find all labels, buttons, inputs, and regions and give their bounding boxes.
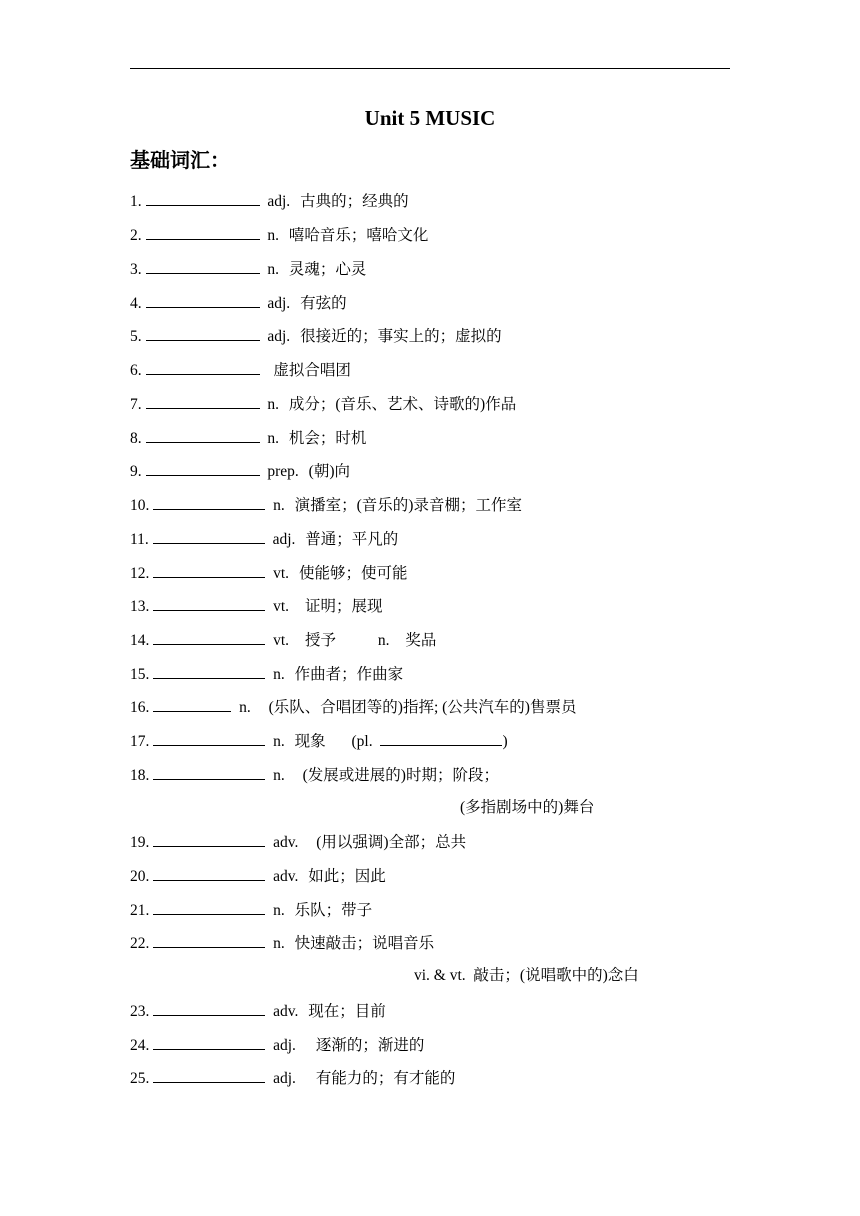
answer-blank[interactable] bbox=[153, 762, 265, 780]
item-number: 21. bbox=[130, 902, 150, 919]
definition: 授予 bbox=[304, 632, 336, 649]
item-number: 7. bbox=[130, 396, 142, 413]
definition: (朝)向 bbox=[308, 463, 350, 480]
definition: 嘻哈音乐；嘻哈文化 bbox=[288, 227, 429, 244]
part-of-speech: n. bbox=[273, 666, 285, 683]
part-of-speech: n. bbox=[273, 733, 285, 750]
item-number: 24. bbox=[130, 1037, 150, 1054]
vocab-item-18-continuation: (多指剧场中的)舞台 bbox=[460, 799, 595, 816]
definition: 如此；因此 bbox=[308, 868, 386, 885]
vocab-item-5 bbox=[130, 323, 502, 347]
definition: 逐渐的；渐进的 bbox=[315, 1037, 425, 1054]
plural-close: ) bbox=[502, 733, 508, 750]
definition: 成分；(音乐、艺术、诗歌的)作品 bbox=[288, 396, 517, 413]
item-number: 23. bbox=[130, 1003, 150, 1020]
vocab-item-22-continuation: vi. & vt. 敲击；(说唱歌中的)念白 bbox=[414, 967, 639, 984]
part-of-speech: n. bbox=[273, 902, 285, 919]
part-of-speech: vt. bbox=[273, 632, 290, 649]
definition: 普通；平凡的 bbox=[305, 531, 399, 548]
definition: 作曲者；作曲家 bbox=[294, 666, 404, 683]
answer-blank[interactable] bbox=[153, 728, 265, 746]
vocab-item-15 bbox=[130, 661, 403, 685]
item-number: 11. bbox=[130, 531, 149, 548]
item-number: 3. bbox=[130, 261, 142, 278]
vocab-item-1 bbox=[130, 188, 409, 212]
item-number: 5. bbox=[130, 328, 142, 345]
answer-blank[interactable] bbox=[153, 627, 265, 645]
part-of-speech: n. bbox=[239, 699, 251, 716]
answer-blank[interactable] bbox=[146, 425, 260, 443]
answer-blank[interactable] bbox=[153, 897, 265, 915]
definition: 使能够；使可能 bbox=[298, 565, 408, 582]
item-number: 4. bbox=[130, 295, 142, 312]
part-of-speech-2: n. bbox=[377, 632, 390, 649]
vocab-item-24 bbox=[130, 1032, 424, 1056]
vocab-item-4 bbox=[130, 290, 347, 314]
answer-blank[interactable] bbox=[153, 593, 265, 611]
definition: 快速敲击；说唱音乐 bbox=[294, 935, 435, 952]
definition: (用以强调)全部；总共 bbox=[316, 834, 467, 851]
item-number: 2. bbox=[130, 227, 142, 244]
part-of-speech: adj. bbox=[267, 295, 291, 312]
answer-blank[interactable] bbox=[146, 290, 260, 308]
part-of-speech: adj. bbox=[267, 193, 291, 210]
part-of-speech: n. bbox=[267, 396, 279, 413]
answer-blank[interactable] bbox=[153, 492, 265, 510]
definition: 灵魂；心灵 bbox=[288, 261, 367, 278]
item-number: 19. bbox=[130, 834, 150, 851]
definition: 乐队；带子 bbox=[294, 902, 373, 919]
part-of-speech: adj. bbox=[272, 531, 296, 548]
part-of-speech: n. bbox=[267, 227, 279, 244]
vocab-item-2 bbox=[130, 222, 428, 246]
section-heading: 基础词汇： bbox=[130, 148, 230, 172]
item-number: 14. bbox=[130, 632, 150, 649]
part-of-speech: n. bbox=[273, 497, 285, 514]
item-number: 8. bbox=[130, 430, 142, 447]
part-of-speech: adj. bbox=[273, 1070, 296, 1087]
definition: 有能力的；有才能的 bbox=[315, 1070, 456, 1087]
vocab-item-17 bbox=[130, 728, 508, 752]
answer-blank[interactable] bbox=[146, 323, 260, 341]
plural-answer-blank[interactable] bbox=[380, 728, 502, 746]
answer-blank[interactable] bbox=[153, 526, 265, 544]
item-number: 15. bbox=[130, 666, 150, 683]
definition: (发展或进展的)时期；阶段； bbox=[302, 767, 499, 784]
vocab-item-25 bbox=[130, 1065, 455, 1089]
answer-blank[interactable] bbox=[146, 391, 260, 409]
definition: 有弦的 bbox=[300, 295, 347, 312]
header-rule bbox=[130, 68, 730, 69]
item-number: 12. bbox=[130, 565, 150, 582]
vocab-item-9 bbox=[130, 458, 350, 482]
part-of-speech: adj. bbox=[273, 1037, 296, 1054]
part-of-speech: n. bbox=[267, 430, 279, 447]
part-of-speech: adj. bbox=[267, 328, 291, 345]
definition: 虚拟合唱团 bbox=[273, 362, 351, 379]
definition: 证明；展现 bbox=[304, 598, 383, 615]
answer-blank[interactable] bbox=[153, 661, 265, 679]
part-of-speech: n. bbox=[273, 935, 285, 952]
part-of-speech: n. bbox=[273, 767, 285, 784]
vocab-item-7 bbox=[130, 391, 516, 415]
vocab-item-18 bbox=[130, 762, 499, 786]
answer-blank[interactable] bbox=[153, 998, 265, 1016]
answer-blank[interactable] bbox=[153, 1032, 265, 1050]
part-of-speech: adv. bbox=[273, 1003, 299, 1020]
vocab-item-13 bbox=[130, 593, 382, 617]
answer-blank[interactable] bbox=[146, 357, 260, 375]
vocab-item-11 bbox=[130, 526, 398, 550]
vocab-item-23 bbox=[130, 998, 386, 1022]
answer-blank[interactable] bbox=[153, 863, 265, 881]
vocab-item-22 bbox=[130, 930, 434, 954]
definition: 机会；时机 bbox=[288, 430, 367, 447]
answer-blank[interactable] bbox=[146, 256, 260, 274]
part-of-speech: adv. bbox=[273, 834, 299, 851]
answer-blank[interactable] bbox=[153, 930, 265, 948]
item-number: 25. bbox=[130, 1070, 150, 1087]
answer-blank[interactable] bbox=[146, 222, 260, 240]
vocab-item-3 bbox=[130, 256, 366, 280]
answer-blank[interactable] bbox=[153, 1065, 265, 1083]
vocab-item-20 bbox=[130, 863, 386, 887]
part-of-speech: adv. bbox=[273, 868, 299, 885]
vocab-item-10 bbox=[130, 492, 522, 516]
part-of-speech: n. bbox=[267, 261, 279, 278]
item-number: 20. bbox=[130, 868, 150, 885]
item-number: 1. bbox=[130, 193, 142, 210]
definition: (乐队、合唱团等的)指挥; (公共汽车的)售票员 bbox=[268, 699, 577, 716]
vocab-item-14 bbox=[130, 627, 436, 651]
answer-blank[interactable] bbox=[146, 188, 260, 206]
definition: 很接近的；事实上的；虚拟的 bbox=[300, 328, 502, 345]
answer-blank[interactable] bbox=[153, 560, 265, 578]
item-number: 6. bbox=[130, 362, 142, 379]
part-of-speech: vt. bbox=[273, 598, 290, 615]
item-number: 18. bbox=[130, 767, 150, 784]
vocab-item-8 bbox=[130, 425, 366, 449]
vocab-item-16 bbox=[130, 694, 576, 718]
item-number: 16. bbox=[130, 699, 150, 716]
answer-blank[interactable] bbox=[146, 458, 260, 476]
answer-blank[interactable] bbox=[153, 694, 231, 712]
item-number: 9. bbox=[130, 463, 142, 480]
page-title: Unit 5 MUSIC bbox=[364, 106, 496, 130]
part-of-speech: vt. bbox=[273, 565, 290, 582]
vocab-item-21 bbox=[130, 897, 372, 921]
definition: 演播室；(音乐的)录音棚；工作室 bbox=[294, 497, 522, 514]
item-number: 17. bbox=[130, 733, 150, 750]
vocab-item-19 bbox=[130, 829, 466, 853]
vocab-item-6 bbox=[130, 357, 351, 381]
answer-blank[interactable] bbox=[153, 829, 265, 847]
item-number: 13. bbox=[130, 598, 150, 615]
item-number: 22. bbox=[130, 935, 150, 952]
definition: 现象 bbox=[294, 733, 326, 750]
part-of-speech: prep. bbox=[267, 463, 299, 480]
definition: 现在；目前 bbox=[308, 1003, 386, 1020]
item-number: 10. bbox=[130, 497, 150, 514]
vocab-item-12 bbox=[130, 560, 407, 584]
plural-label: (pl. bbox=[351, 733, 373, 750]
definition-2: 奖品 bbox=[405, 632, 437, 649]
definition: 古典的；经典的 bbox=[300, 193, 409, 210]
